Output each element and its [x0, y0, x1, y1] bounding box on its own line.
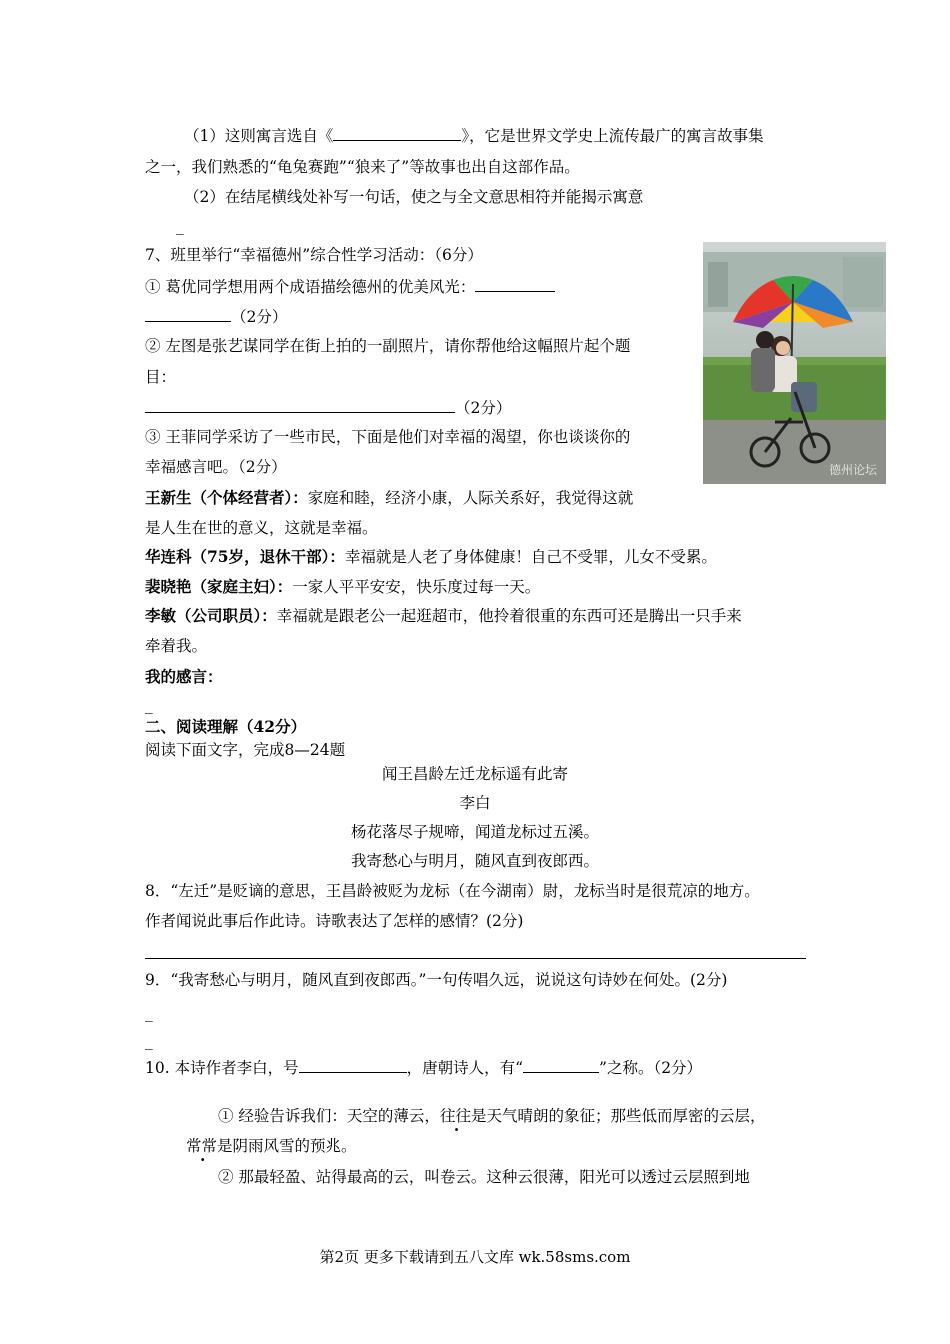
interviewee-name: 王新生（个体经营者）：	[145, 488, 308, 507]
q6-answer-blank[interactable]: _	[176, 217, 184, 235]
interview-pei: 裴晓艳（家庭主妇）：一家人平平安安，快乐度过每一天。	[145, 577, 541, 596]
interviewee-name: 裴晓艳（家庭主妇）：	[145, 577, 293, 596]
passage-p2-line1: ② 那最轻盈、站得最高的云，叫卷云。这种云很薄，阳光可以透过云层照到地	[218, 1168, 750, 1186]
interview-li-line2: 牵着我。	[145, 637, 208, 655]
umbrella-bike-photo	[703, 242, 886, 484]
q7-p1-line2: （2分）	[145, 305, 287, 328]
poem-line-1: 杨花落尽子规啼，闻道龙标过五溪。	[350, 823, 599, 841]
q7-title: 7、班里举行“幸福德州”综合性学习活动：（6分）	[145, 246, 483, 264]
q6-line1: （1）这则寓言选自《 》，它是世界文学史上流传最广的寓言故事集	[184, 124, 764, 147]
street-photo	[703, 242, 886, 484]
q10-alias-blank[interactable]	[299, 1056, 407, 1073]
q7-p3-line1: ③ 王菲同学采访了一些市民，下面是他们对幸福的渴望，你也谈谈你的	[145, 428, 631, 446]
interview-li: 李敏（公司职员）：幸福就是跟老公一起逛超市，他拎着很重的东西可还是腾出一只手来	[145, 606, 742, 625]
q10-line: 10. 本诗作者李白，号 ，唐朝诗人，有“ ”之称。（2分）	[145, 1056, 702, 1079]
q9-answer-blank-2[interactable]: _	[145, 1032, 153, 1050]
q7-p2-line1: ② 左图是张艺谋同学在街上拍的一副照片，请你帮他给这幅照片起个题	[145, 337, 631, 355]
passage-p1-line1: ① 经验告诉我们：天空的薄云，往往是天气晴朗的象征；那些低而厚密的云层，	[218, 1107, 766, 1125]
emphasized-word-wangwang: 往往	[439, 1107, 471, 1125]
q6-line3: （2）在结尾横线处补写一句话，使之与全文意思相符并能揭示寓意	[184, 188, 644, 206]
q9-line1: 9．“我寄愁心与明月，随风直到夜郎西。”一句传唱久远，说说这句诗妙在何处。(2分)	[145, 971, 728, 989]
q6-book-blank[interactable]	[333, 124, 461, 141]
q7-idiom-blank-2[interactable]	[145, 305, 231, 322]
poem-title: 闻王昌龄左迁龙标遥有此寄	[381, 765, 568, 783]
interview-hua: 华连科（75岁，退休干部）：幸福就是人老了身体健康！自己不受罪，儿女不受累。	[145, 547, 717, 566]
interviewee-name: 华连科（75岁，退休干部）：	[145, 547, 345, 566]
q7-p2-line3: （2分）	[145, 396, 511, 419]
q7-idiom-blank-1[interactable]	[475, 275, 555, 292]
interview-wang-line2: 是人生在世的意义，这就是幸福。	[145, 519, 378, 537]
q10-title-blank[interactable]	[523, 1056, 599, 1073]
q7-p1: ① 葛优同学想用两个成语描绘德州的优美风光：	[145, 275, 555, 298]
section2-title: 二、阅读理解（42分）	[145, 717, 307, 736]
q6-line2: 之一，我们熟悉的“龟兔赛跑”“狼来了”等故事也出自这部作品。	[145, 158, 580, 176]
my-words-label: 我的感言：	[145, 667, 223, 686]
passage-p1-line2: 常常是阴雨风雪的预兆。	[186, 1137, 357, 1155]
interviewee-name: 李敏（公司职员）：	[145, 606, 277, 625]
q8-answer-line[interactable]	[145, 958, 806, 959]
photo-watermark: 德州论坛	[828, 463, 878, 477]
q9-answer-blank-1[interactable]: _	[145, 1004, 153, 1022]
q7-p2-line2: 目：	[145, 368, 177, 386]
poem-author: 李白	[459, 794, 491, 812]
interview-wang: 王新生（个体经营者）：家庭和睦，经济小康，人际关系好，我觉得这就	[145, 488, 634, 507]
q8-line2: 作者闻说此事后作此诗。诗歌表达了怎样的感情？(2分)	[145, 912, 524, 930]
my-words-blank[interactable]: _	[145, 696, 153, 714]
q7-photo-title-blank[interactable]	[145, 396, 455, 413]
section2-instruction: 阅读下面文字，完成8—24题	[145, 741, 346, 759]
q8-line1: 8．“左迁”是贬谪的意思，王昌龄被贬为龙标（在今湖南）尉，龙标当时是很荒凉的地方。	[145, 882, 760, 900]
q7-p3-line2: 幸福感言吧。（2分）	[145, 458, 287, 476]
emphasized-word-changchang: 常常	[186, 1137, 218, 1155]
page-footer: 第2页 更多下载请到五八文库 wk.58sms.com	[319, 1248, 631, 1266]
poem-line-2: 我寄愁心与明月，随风直到夜郎西。	[350, 852, 599, 870]
